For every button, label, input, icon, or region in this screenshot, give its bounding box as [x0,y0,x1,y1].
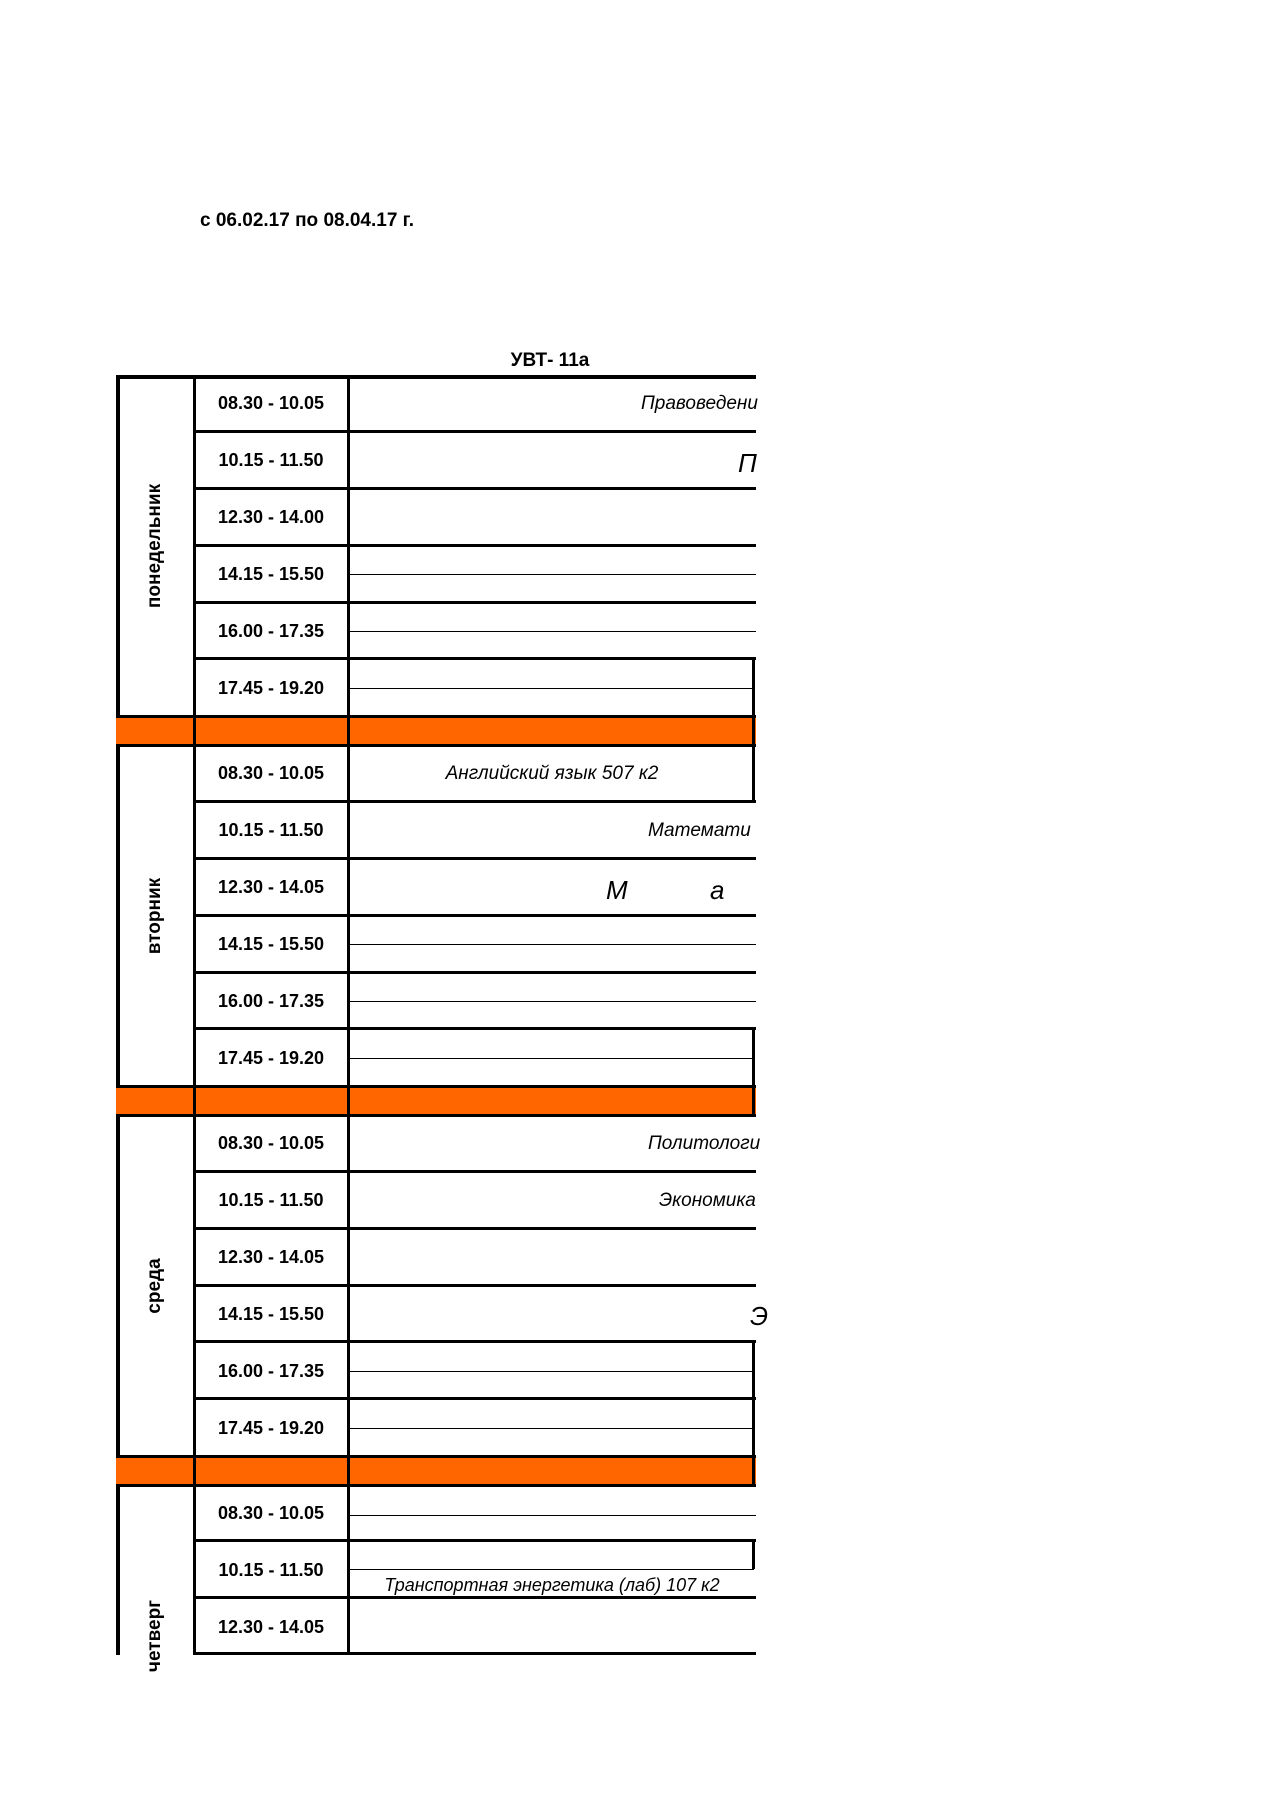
border [348,1058,754,1059]
border [116,1455,756,1458]
border [752,1087,755,1115]
subject-cell: Транспортная энергетика (лаб) 107 к2 [384,1575,720,1595]
border [194,914,756,917]
border [348,1371,754,1372]
border [194,601,756,604]
day-label: вторник [144,877,165,955]
border [194,487,756,490]
border [348,574,756,575]
time-cell: 14.15 - 15.50 [217,934,325,954]
border [348,1569,754,1570]
time-cell: 16.00 - 17.35 [217,1361,325,1381]
border [752,1539,755,1569]
time-cell: 08.30 - 10.05 [217,1503,325,1523]
time-cell: 12.30 - 14.05 [217,877,325,897]
border [752,717,755,745]
border [348,631,756,632]
border [752,1027,755,1087]
day-separator [116,1087,756,1115]
border [752,657,755,717]
border [348,1428,754,1429]
time-cell: 17.45 - 19.20 [217,1418,325,1438]
time-cell: 16.00 - 17.35 [217,621,325,641]
day-wednesday [116,1115,194,1457]
date-range: с 06.02.17 по 08.04.17 г. [200,210,414,231]
subject-cell: Политологи [648,1133,761,1154]
subject-cell: М [606,875,628,905]
day-thursday [116,1485,194,1673]
time-cell: 14.15 - 15.50 [217,1304,325,1324]
border [116,744,756,747]
time-cell: 08.30 - 10.05 [217,393,325,413]
border [116,375,120,717]
border [348,688,754,689]
border [194,1596,756,1599]
border [194,430,756,433]
border [194,1340,756,1343]
border [752,1457,755,1485]
border [194,971,756,974]
subject-cell: Математи [648,820,751,841]
subject-cell: Э [750,1301,769,1331]
subject-cell: а [710,875,725,905]
day-label: понедельник [144,483,165,609]
subject-cell: П [738,448,757,478]
border [194,544,756,547]
time-cell: 10.15 - 11.50 [218,820,324,840]
border [116,1484,756,1487]
border [348,1515,756,1516]
border [194,657,756,660]
border [194,857,756,860]
time-cell: 12.30 - 14.00 [217,507,325,527]
subject-cell: Английский язык 507 к2 [445,763,659,784]
border [194,1652,756,1655]
border [194,1284,756,1287]
border [194,1027,756,1030]
border [116,375,756,379]
time-cell: 16.00 - 17.35 [217,991,325,1011]
border [116,715,756,718]
border [348,1001,756,1002]
border [194,1227,756,1230]
time-cell: 17.45 - 19.20 [217,1048,325,1068]
time-cell: 08.30 - 10.05 [217,1133,325,1153]
time-cell: 10.15 - 11.50 [218,1560,324,1580]
border [348,944,756,945]
day-label: среда [144,1258,165,1314]
group-title: УВТ- 11а [510,350,590,371]
border [116,1114,756,1117]
time-cell: 12.30 - 14.05 [217,1617,325,1637]
border [194,1397,756,1400]
time-cell: 12.30 - 14.05 [217,1247,325,1267]
border [194,1170,756,1173]
time-cell: 08.30 - 10.05 [217,763,325,783]
border [116,1085,756,1088]
time-cell: 10.15 - 11.50 [218,1190,324,1210]
border [752,745,755,802]
schedule-table [116,375,769,1673]
subject-cell: Экономика [659,1190,756,1211]
border [116,1485,120,1655]
border [194,800,756,803]
day-separator [116,1457,756,1485]
subject-cell: Правоведени [641,393,758,414]
border [116,745,120,1087]
day-tuesday [116,745,194,1087]
day-separator [116,717,756,745]
border [347,375,350,1655]
time-cell: 14.15 - 15.50 [217,564,325,584]
day-label: четверг [144,1599,165,1673]
border [194,1539,756,1542]
time-cell: 17.45 - 19.20 [217,678,325,698]
border [193,375,196,1655]
border [116,1115,120,1457]
time-cell: 10.15 - 11.50 [218,450,324,470]
day-monday [116,375,194,717]
